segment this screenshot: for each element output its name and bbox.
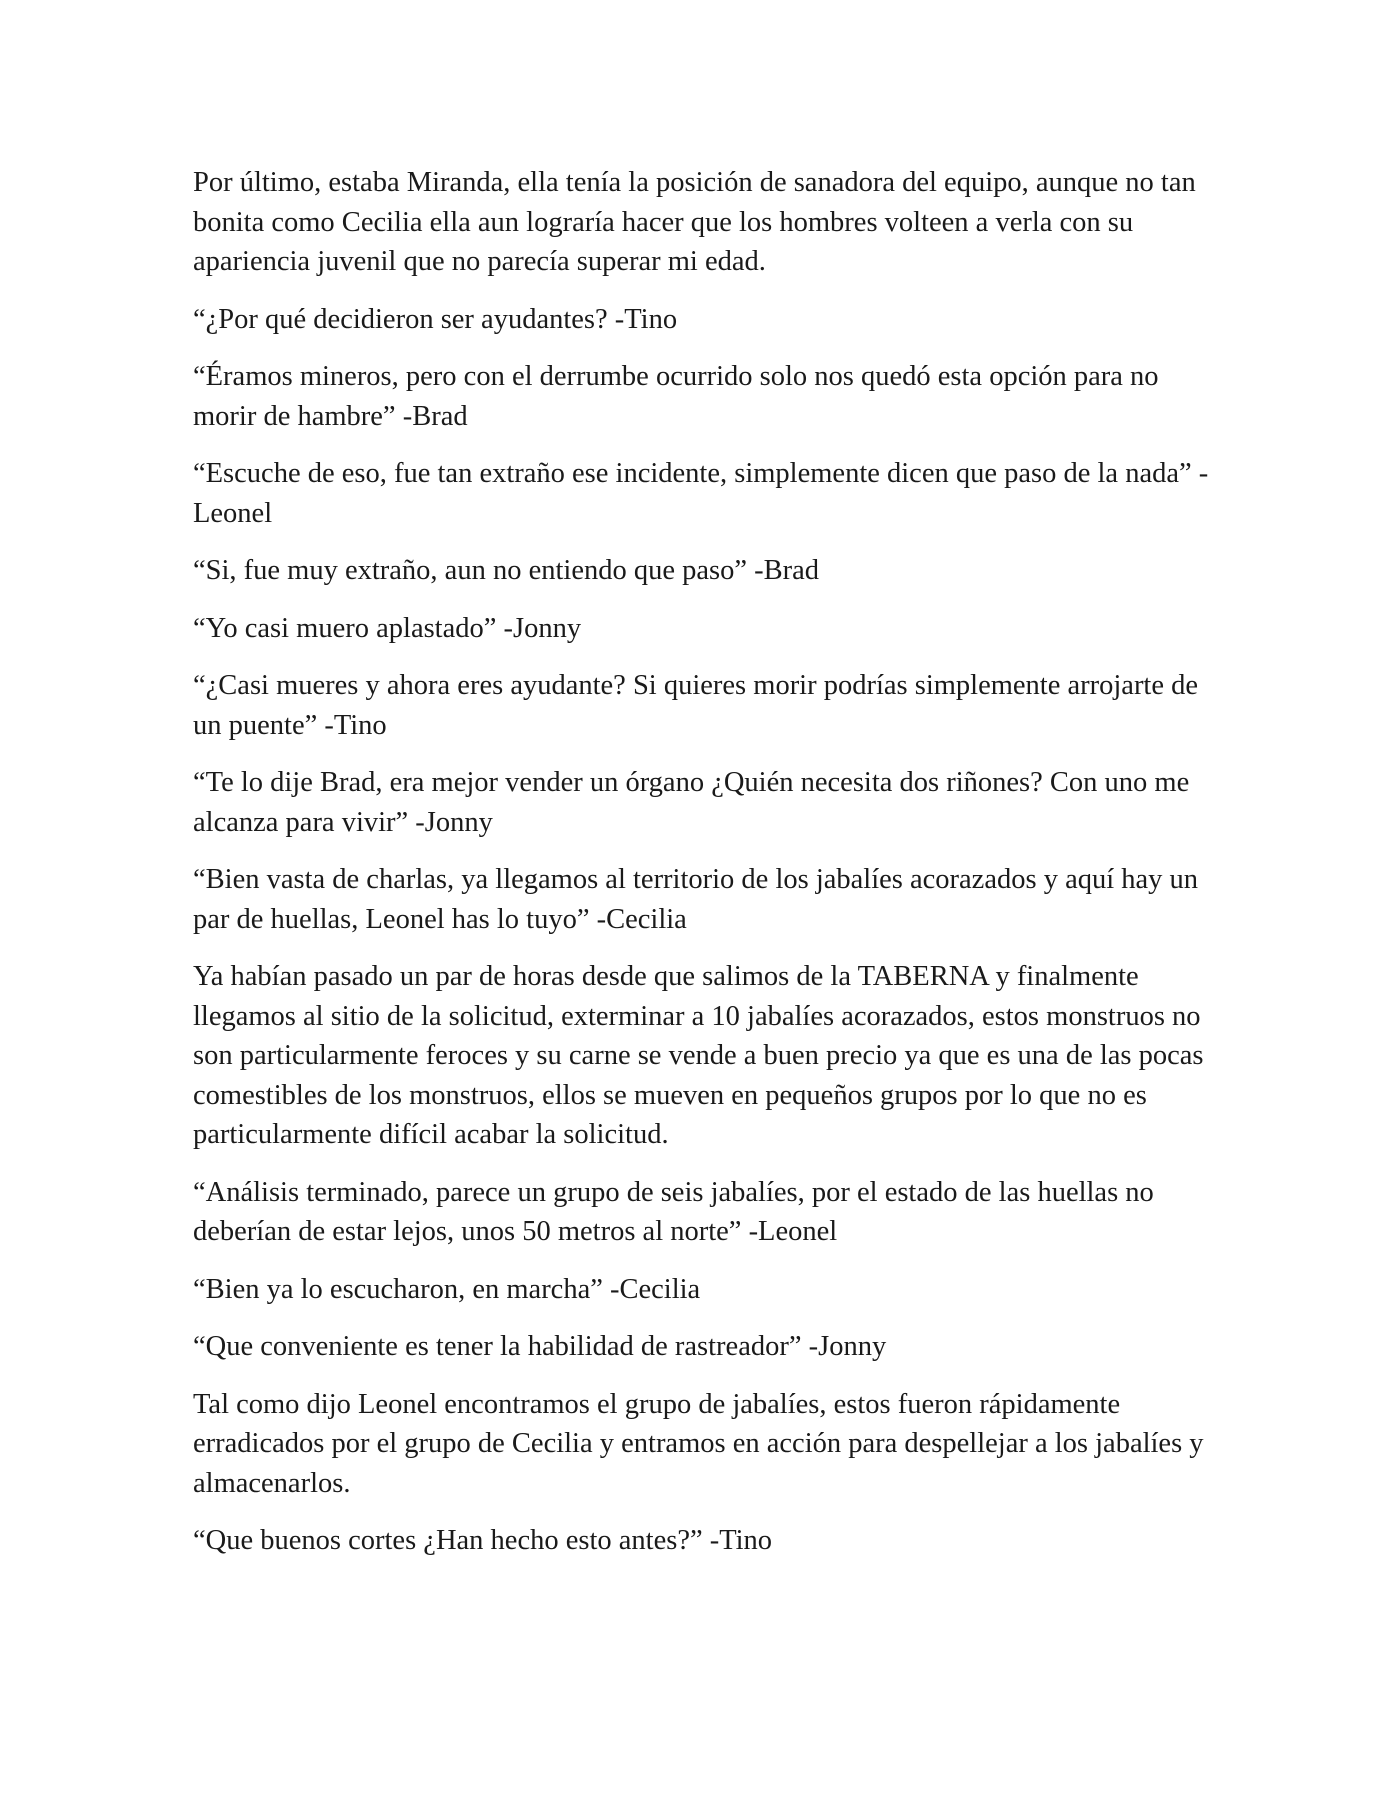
paragraph: “Bien vasta de charlas, ya llegamos al territorio de los jabalíes acorazados y aquí hay un par de huellas, Leonel has lo tuyo” -Cecilia: [193, 864, 1199, 935]
paragraph: “Bien ya lo escucharon, en marcha” -Cecilia: [193, 1273, 701, 1305]
paragraph: Ya habían pasado un par de horas desde que salimos de la TABERNA y finalmente llegamos al sitio de la solicitud, exterminar a 10 jabalíes acorazados, estos monstruos no son particularmente feroces y su carne se vende a buen precio ya que es una de las pocas comestibles de los monstruos, ellos se mueven en pequeños grupos por lo que no es particularmente difícil acabar la solicitud.: [193, 961, 1204, 1150]
paragraph: “¿Por qué decidieron ser ayudantes? -Tino: [193, 303, 678, 335]
paragraph: Tal como dijo Leonel encontramos el grupo de jabalíes, estos fueron rápidamente erradicados por el grupo de Cecilia y entramos en acción para despellejar a los jabalíes y almacenarlos.: [193, 1388, 1204, 1499]
paragraph: “Análisis terminado, parece un grupo de seis jabalíes, por el estado de las huellas no deberían de estar lejos, unos 50 metros al norte” -Leonel: [193, 1176, 1154, 1247]
paragraph: “Que buenos cortes ¿Han hecho esto antes?” -Tino: [193, 1525, 773, 1556]
paragraph: “Yo casi muero aplastado” -Jonny: [193, 612, 582, 644]
paragraph: “Escuche de eso, fue tan extraño ese incidente, simplemente dicen que paso de la nada” -Leonel: [193, 458, 1209, 529]
paragraph: “Que conveniente es tener la habilidad de rastreador” -Jonny: [193, 1331, 887, 1362]
paragraph: “Si, fue muy extraño, aun no entiendo que paso” -Brad: [193, 555, 820, 586]
document-body: [193, 163, 1213, 1579]
paragraph: “Éramos mineros, pero con el derrumbe ocurrido solo nos quedó esta opción para no morir de hambre” -Brad: [193, 361, 1159, 432]
paragraph: “Te lo dije Brad, era mejor vender un órgano ¿Quién necesita dos riñones? Con uno me alcanza para vivir” -Jonny: [193, 767, 1190, 838]
paragraph: “¿Casi mueres y ahora eres ayudante? Si quieres morir podrías simplemente arrojarte de un puente” -Tino: [193, 670, 1199, 741]
paragraph: Por último, estaba Miranda, ella tenía la posición de sanadora del equipo, aunque no tan bonita como Cecilia ella aun lograría hacer que los hombres volteen a verla con su apariencia juvenil que no parecía superar mi edad.: [193, 167, 1196, 277]
